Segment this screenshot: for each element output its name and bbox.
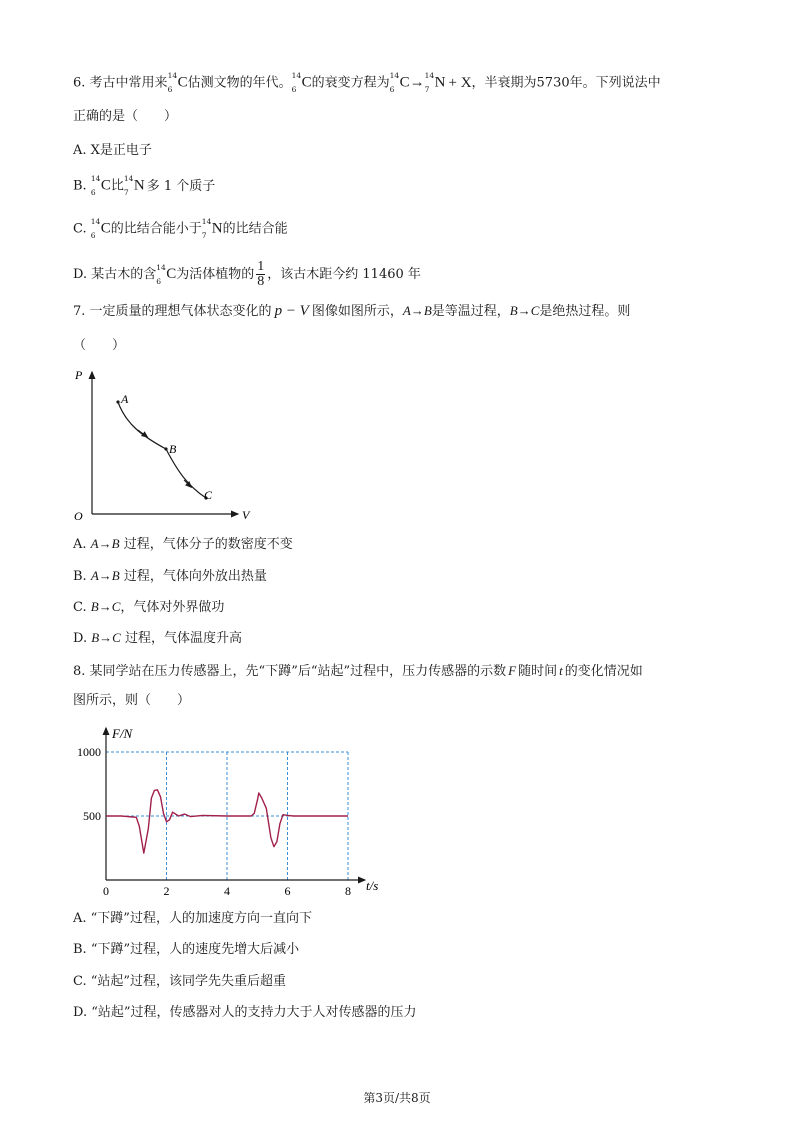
x-tick-label-4: 4 — [224, 884, 230, 898]
x-tick-label-6: 6 — [284, 884, 291, 898]
q6-line2: 正确的是（ ） — [73, 109, 178, 124]
y-tick-label-500: 500 — [83, 809, 101, 823]
q6-option-a: A. X是正电子 — [73, 143, 152, 158]
pv-label: p − V — [274, 303, 309, 319]
adiabat-curve-b-c — [166, 449, 206, 498]
q6-option-c: C. 14 6 C的比结合能小于 14 7 N的比结合能 — [73, 217, 288, 240]
flow-arrow-ab — [138, 430, 146, 436]
q7-number: 7. — [73, 304, 86, 319]
isotherm-curve-a-b — [118, 402, 166, 449]
q6-line1: 6. 考古中常用来 14 6 C估测文物的年代。 14 6 C的衰变方程为 14 6 C→ 14 7 N + X，半衰期为5730年。下列说法中 — [73, 71, 661, 94]
q8-option-b: B. “下蹲”过程，人的速度先增大后减小 — [73, 942, 300, 957]
c14-isotope: 14 6 — [167, 71, 178, 94]
q8-line1: 8. 某同学站在压力传感器上，先“下蹲”后“站起”过程中，压力传感器的示数 F 随时间 t 的变化情况如 — [73, 663, 643, 679]
arrow: → — [409, 74, 425, 91]
q6-option-d: D. 某古木的含 14 6 C为活体植物的 $\frac{1}{8}$ ，该古木距今约 11460 年 — [73, 259, 421, 289]
q7-option-c: C. B→C，气体对外界做功 — [73, 599, 225, 615]
point-a-dot — [116, 400, 119, 403]
page-footer: 第3页/共8页 — [363, 1091, 431, 1105]
q7-option-a: A. A→B 过程，气体分子的数密度不变 — [73, 536, 293, 552]
q7-option-b: B. A→B 过程，气体向外放出热量 — [73, 568, 267, 584]
one-eighth-fraction: $\frac{1}{8}$ — [257, 259, 265, 289]
q8-number: 8. — [73, 664, 86, 679]
x-tick-label-8: 8 — [345, 884, 351, 898]
point-a-label: A — [121, 392, 129, 406]
q8-option-d: D. “站起”过程，传感器对人的支持力大于人对传感器的压力 — [73, 1005, 417, 1020]
q8-option-a: A. “下蹲”过程，人的加速度方向一直向下 — [73, 911, 312, 926]
point-b-dot — [164, 447, 167, 450]
t-axis-label: t/s — [366, 878, 379, 893]
x-tick-label-2: 2 — [163, 884, 170, 898]
f-axis-label: F/N — [112, 726, 133, 741]
q8-line2: 图所示，则（ ） — [73, 693, 191, 708]
point-b-label: B — [169, 442, 177, 456]
origin-label: O — [74, 509, 83, 523]
n14-isotope: 14 7 — [424, 71, 435, 94]
x-tick-label-0: 0 — [103, 884, 109, 898]
q6-option-b: B. 14 6 C比 14 7 N 多 1 个质子 — [73, 174, 216, 197]
y-tick-label-1000: 1000 — [77, 745, 101, 759]
q8-option-c: C. “站起”过程，该同学先失重后超重 — [73, 974, 287, 989]
force-time-chart — [70, 722, 390, 898]
p-axis-label: P — [75, 368, 83, 382]
v-axis-label: V — [242, 508, 250, 522]
pv-diagram — [70, 364, 260, 530]
q7-line1: 7. 一定质量的理想气体状态变化的 p − V 图像如图所示，A→B是等温过程，B→C是绝热过程。则 — [73, 303, 631, 319]
q6-number: 6. — [73, 75, 86, 91]
q7-option-d: D. B→C 过程，气体温度升高 — [73, 630, 243, 646]
q7-line2: （ ） — [73, 338, 126, 353]
point-c-label: C — [204, 488, 213, 502]
